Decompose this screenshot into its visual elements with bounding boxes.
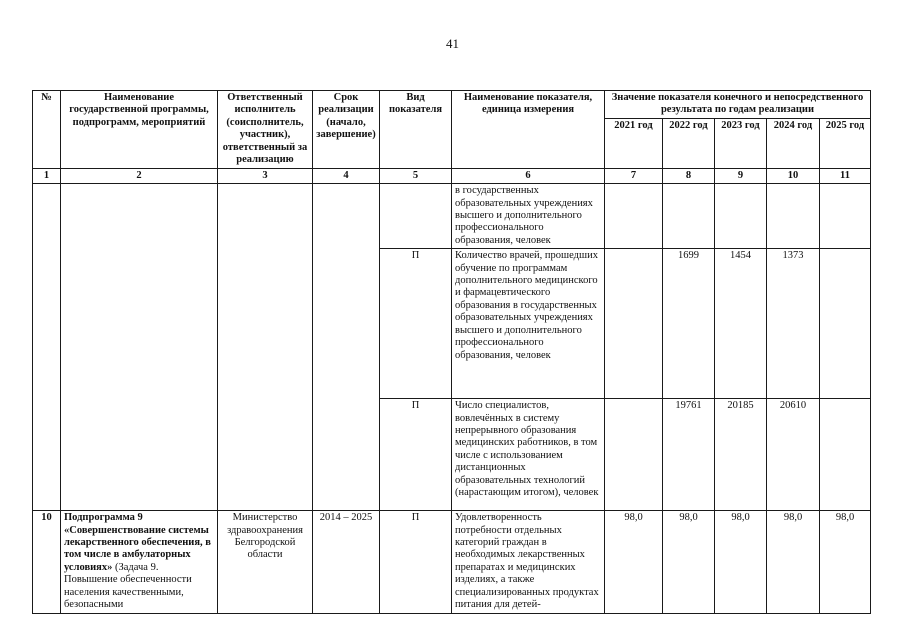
column-number: 7 [605,168,663,183]
cell-value [820,249,871,399]
column-number: 5 [380,168,452,183]
cell-name-empty [61,184,218,511]
cell-indicator: Удовлетворенность потребности отдельных категорий граждан в необходимых лекарственных препаратах и медицинских изделиях, а также специализированных продуктах питания для детей- [452,511,605,613]
cell-value: 20185 [715,399,767,511]
header-values-group: Значение показателя конечного и непосредственного результата по годам реализации [605,91,871,119]
cell-executor-empty [218,184,313,511]
column-number: 8 [663,168,715,183]
cell-kind: П [380,399,452,511]
header-year: 2024 год [767,118,820,168]
cell-kind: П [380,511,452,613]
cell-indicator: Количество врачей, прошедших обучение по программам дополнительного медицинского и фармацевтического образования в государственных образовательных учреждениях высшего и дополнительного профессионального образования, человек [452,249,605,399]
cell-value [663,184,715,249]
column-numbers-row [33,168,871,183]
cell-value: 1373 [767,249,820,399]
column-number: 1 [33,168,61,183]
cell-no-empty [33,184,61,511]
cell-value [767,184,820,249]
header-kind: Вид показателя [380,91,452,169]
page-number: 41 [446,36,459,51]
header-year: 2021 год [605,118,663,168]
cell-term: 2014 – 2025 [313,511,380,613]
cell-value: 98,0 [605,511,663,613]
cell-value: 98,0 [820,511,871,613]
header-year: 2022 год [663,118,715,168]
header-row [33,91,871,119]
cell-value: 98,0 [663,511,715,613]
cell-indicator: Число специалистов, вовлечённых в систему непрерывного образования медицинских работников, в том числе с использованием дистанционных образовательных технологий (нарастающим итогом), человек [452,399,605,511]
header-executor: Ответственный исполнитель (соисполнитель, участник), ответственный за реализацию [218,91,313,169]
cell-value: 98,0 [715,511,767,613]
cell-value: 98,0 [767,511,820,613]
column-number: 9 [715,168,767,183]
subprogram-title: Подпрограмма 9 «Совершенствование системы лекарственного обеспечения, в том числе в амбулаторных условиях» [64,512,211,573]
cell-value [820,399,871,511]
cell-kind [380,184,452,249]
cell-subprogram-name [61,511,218,613]
cell-value: 1454 [715,249,767,399]
cell-value: 1699 [663,249,715,399]
subprogram-task: (Задача 9. Повышение обеспеченности населения качественными, безопасными [64,561,192,611]
cell-value [605,399,663,511]
cell-value [605,249,663,399]
cell-executor: Министерство здравоохранения Белгородской области [218,511,313,613]
header-no: № [33,91,61,169]
subprogram-row [33,511,871,613]
cell-no: 10 [33,511,61,613]
column-number: 2 [61,168,218,183]
header-term: Срок реализации (начало, завершение) [313,91,380,169]
column-number: 6 [452,168,605,183]
column-number: 10 [767,168,820,183]
cell-kind: П [380,249,452,399]
cell-value [605,184,663,249]
cell-value: 20610 [767,399,820,511]
column-number: 4 [313,168,380,183]
column-number: 11 [820,168,871,183]
cell-indicator: в государственных образовательных учреждениях высшего и дополнительного профессионального образования, человек [452,184,605,249]
cell-value [820,184,871,249]
cell-term-empty [313,184,380,511]
cell-value [715,184,767,249]
header-name: Наименование государственной программы, подпрограмм, мероприятий [61,91,218,169]
column-number: 3 [218,168,313,183]
header-year: 2025 год [820,118,871,168]
indicators-table [32,90,871,614]
header-indicator: Наименование показателя, единица измерения [452,91,605,169]
header-year: 2023 год [715,118,767,168]
cell-value: 19761 [663,399,715,511]
table-row [33,184,871,249]
